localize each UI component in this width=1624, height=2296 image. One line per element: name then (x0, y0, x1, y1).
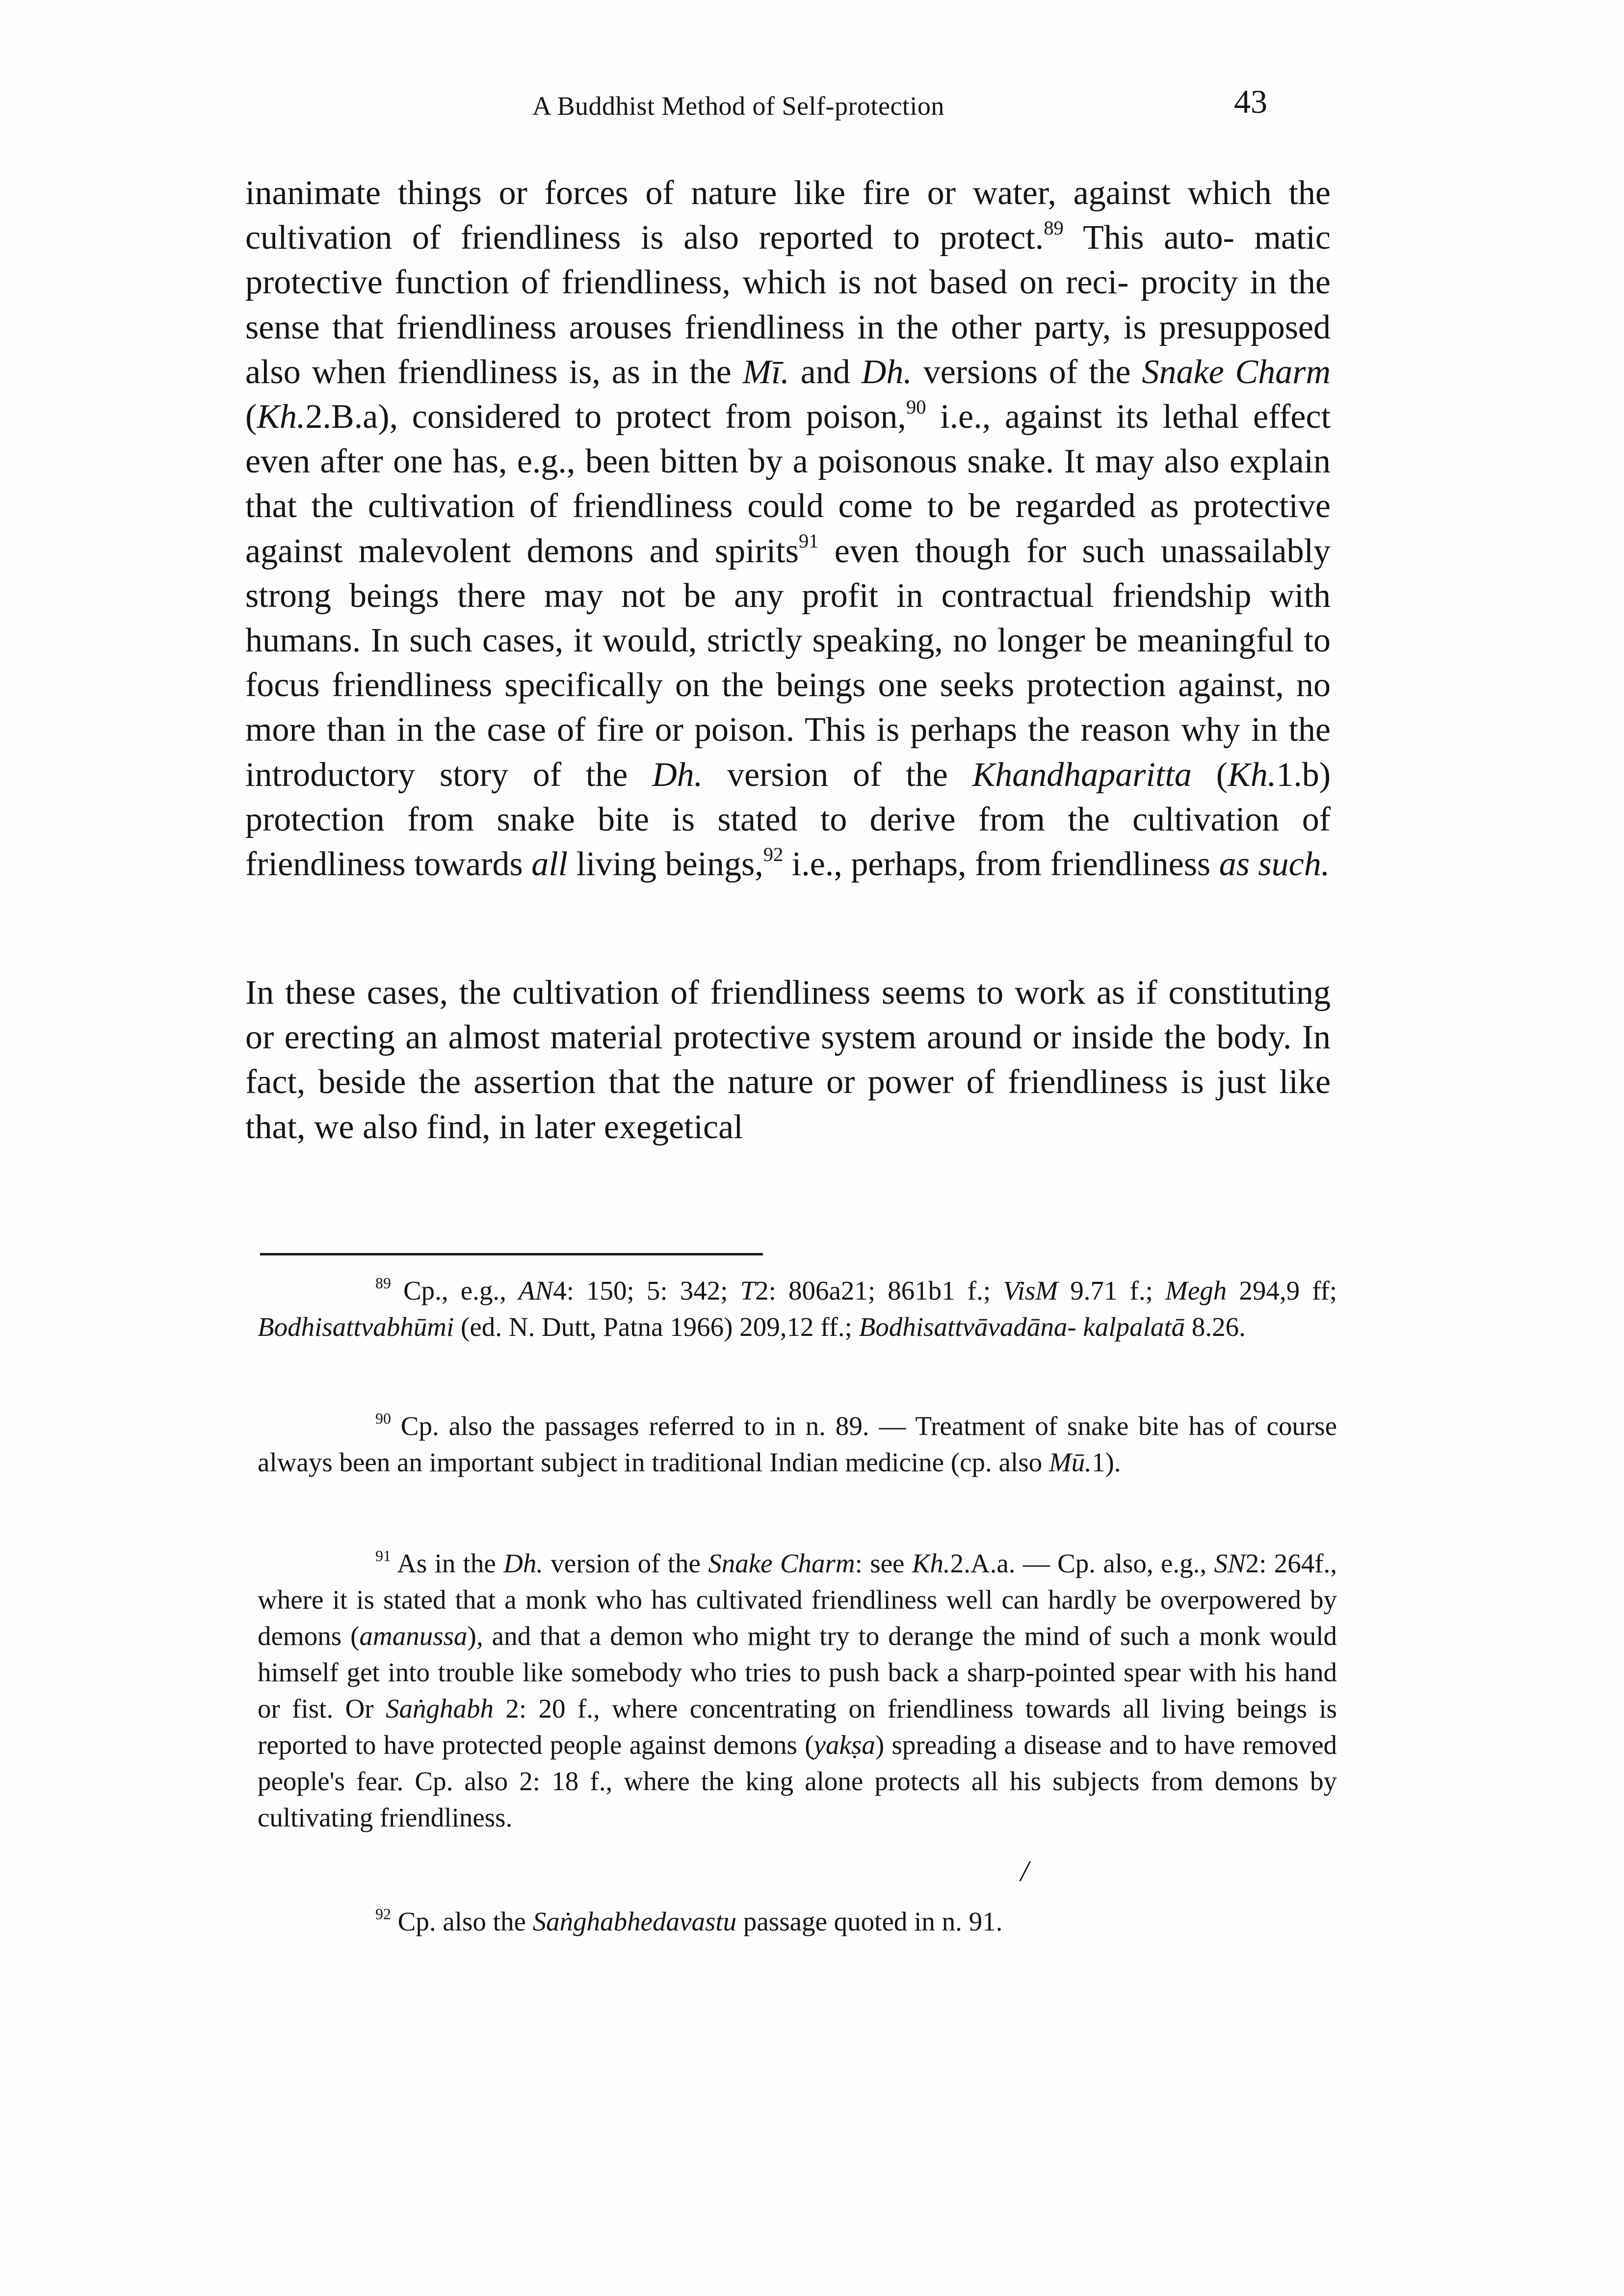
fn-text: subjects from demons by cultivating friendliness. (258, 1766, 1337, 1832)
text-line: and (800, 353, 850, 391)
fn-text: 2: (505, 1694, 527, 1723)
fn-text: 9.71 f.; (1070, 1276, 1153, 1305)
text-italic: Snake Charm (1142, 353, 1331, 391)
footnote-92 (258, 1904, 1337, 1940)
footnote-number: 89 (375, 1275, 391, 1292)
stray-pen-mark: / (1021, 1855, 1029, 1887)
fn-text: 1). (1091, 1447, 1121, 1477)
text-line: constituting or erecting an almost material protective system around (245, 974, 1331, 1057)
text-line: In these cases, the cultivation of friendliness seems to work as if (245, 974, 1157, 1012)
fn-text: can hardly be overpowered by demons ( (258, 1585, 1337, 1651)
fn-italic: VisM (1003, 1276, 1058, 1305)
text-line: ( (1216, 756, 1228, 794)
fn-text: 2.A.a. — Cp. also, (950, 1548, 1153, 1578)
fn-text: Cp. also the passages referred to in n. 89. — Treatment of snake bite (400, 1411, 1179, 1441)
text-line: i.e., against its lethal effect even after one has, e.g., been (245, 398, 1331, 481)
footnote-89 (258, 1273, 1337, 1345)
body-paragraph-1 (245, 171, 1331, 887)
text-line: procity in the sense that friendliness arouses friendliness in the other (245, 263, 1331, 346)
fn-italic: Bodhisattvabhūmi (258, 1312, 454, 1342)
text-italic: Kh. (257, 398, 306, 436)
text-line: party, is presupposed also when friendliness is, as in the (245, 308, 1331, 391)
fn-text: have protected people against demons ( (383, 1730, 814, 1760)
fn-text: (ed. N. Dutt, Patna 1966) 209,12 ff.; (461, 1312, 852, 1342)
text-line: the cultivation of friendliness is also reported to protect. (245, 174, 1331, 257)
text-line: of the (853, 756, 948, 794)
text-line: even though for such unassailably (834, 532, 1331, 570)
fn-italic: AN (518, 1276, 553, 1305)
fn-italic: Saṅghabh (386, 1694, 494, 1723)
fn-text: Cp., e.g., (403, 1276, 506, 1305)
text-italic: as such. (1219, 845, 1330, 884)
footnote-ref-91: 91 (798, 530, 819, 552)
footnote-separator (260, 1253, 763, 1255)
body-paragraph-2 (245, 970, 1331, 1149)
text-line: power of friendliness is just like that, we also find, in later exegetical (245, 1063, 1331, 1146)
fn-text: 8.26. (1191, 1312, 1246, 1342)
fn-italic: amanussa (359, 1621, 468, 1651)
text-line: strong beings there may not be any profit in contractual friendship (245, 576, 1252, 615)
fn-italic: yakṣa (813, 1730, 875, 1760)
fn-text: also (998, 1447, 1043, 1477)
text-line: version (727, 756, 829, 794)
footnote-90 (258, 1408, 1337, 1481)
text-italic: all (531, 845, 568, 884)
fn-text: version of the (550, 1548, 701, 1578)
footnote-ref-89: 89 (1044, 216, 1064, 239)
text-line: of friendliness could come to be regarded as protective against (245, 487, 1331, 570)
footnote-ref-90: 90 (906, 395, 926, 418)
fn-text: Cp. also the (397, 1906, 526, 1936)
text-line: or inside the body. In fact, beside the assertion that the nature or (245, 1018, 1331, 1101)
page-number: 43 (1234, 83, 1267, 120)
text-line: This auto- (1083, 219, 1234, 257)
fn-text: removed people's fear. Cp. also 2: 18 f., where the king alone protects all his (258, 1730, 1337, 1796)
fn-italic: kalpalatā (1083, 1312, 1185, 1342)
fn-italic: Mū. (1048, 1447, 1092, 1477)
footnote-number: 90 (375, 1410, 391, 1428)
text-line: versions of the (923, 353, 1131, 391)
text-line: living beings, (576, 845, 763, 884)
fn-italic: Megh (1165, 1276, 1227, 1305)
fn-italic: Snake Charm (708, 1548, 855, 1578)
text-line: inanimate things or forces of nature like fire or water, against which (245, 174, 1272, 212)
footnote-number: 92 (375, 1905, 391, 1923)
text-line: with humans. In such cases, it would, strictly speaking, no longer be (245, 576, 1331, 660)
fn-text: 294,9 ff; (1239, 1276, 1337, 1305)
fn-text: : see (855, 1548, 905, 1578)
fn-text: 20 f., where concentrating on friendliness towards all living beings is reported to (258, 1694, 1337, 1760)
text-line: 1.b) protection from snake bite is stated to (245, 756, 1331, 838)
fn-text: ), and that a demon who might try (467, 1621, 850, 1651)
fn-text: has of course always been an important subject in traditional Indian medicine (cp. (258, 1411, 1337, 1477)
text-line: derive from the cultivation of friendliness towards (245, 800, 1331, 884)
text-line: 2.B.a), considered to protect from (305, 398, 792, 436)
fn-text: e.g., (1160, 1548, 1207, 1578)
fn-text: who tries to push back a sharp-pointed spear with his hand or fist. Or (258, 1657, 1337, 1723)
text-line: bitten by a poisonous snake. It may also explain that the cultivation (245, 443, 1331, 525)
fn-text: to derange the mind of such a monk would himself get into trouble like somebody (258, 1621, 1337, 1687)
text-italic: Dh. (652, 756, 703, 794)
fn-text: 4: 150; 5: 342; (553, 1276, 728, 1305)
text-italic: Khandhaparitta (972, 756, 1192, 794)
fn-italic: Bodhisattvāvadāna- (859, 1312, 1076, 1342)
text-line: poison, (806, 398, 906, 436)
text-italic: Dh. (861, 353, 912, 391)
text-italic: Mī. (742, 353, 789, 391)
fn-italic: Saṅghabhedavastu (532, 1906, 737, 1936)
footnote-ref-92: 92 (763, 843, 784, 865)
fn-italic: Dh. (503, 1548, 544, 1578)
text-line: perhaps the reason why in the introductory story of the (245, 711, 1331, 794)
text-line: i.e., perhaps, from friendliness (791, 845, 1211, 884)
footnote-91 (258, 1545, 1337, 1836)
text-line: malevolent demons and spirits (358, 532, 799, 570)
text-line: meaningful to focus friendliness specifically on the beings one seeks (245, 622, 1331, 704)
text-line: ( (245, 398, 257, 436)
running-title: A Buddhist Method of Self-protection (532, 91, 944, 121)
fn-text: ) spreading a disease and to have (875, 1730, 1235, 1760)
text-line: matic protective function of friendliness, which is not based on reci- (245, 219, 1331, 302)
fn-italic: T (740, 1276, 756, 1305)
footnote-number: 91 (375, 1547, 391, 1565)
fn-text: 2: 806a21; 861b1 f.; (755, 1276, 991, 1305)
fn-text: As in the (397, 1548, 496, 1578)
fn-italic: Kh. (912, 1548, 950, 1578)
fn-italic: SN (1214, 1548, 1246, 1578)
text-italic: Kh. (1228, 756, 1277, 794)
fn-text: passage quoted in n. 91. (743, 1906, 1003, 1936)
fn-text: 2: 264f., where it is stated that a monk who has cultivated friendliness well (258, 1548, 1337, 1615)
text-line: protection against, no more than in the case of fire or poison. This is (245, 666, 1331, 749)
